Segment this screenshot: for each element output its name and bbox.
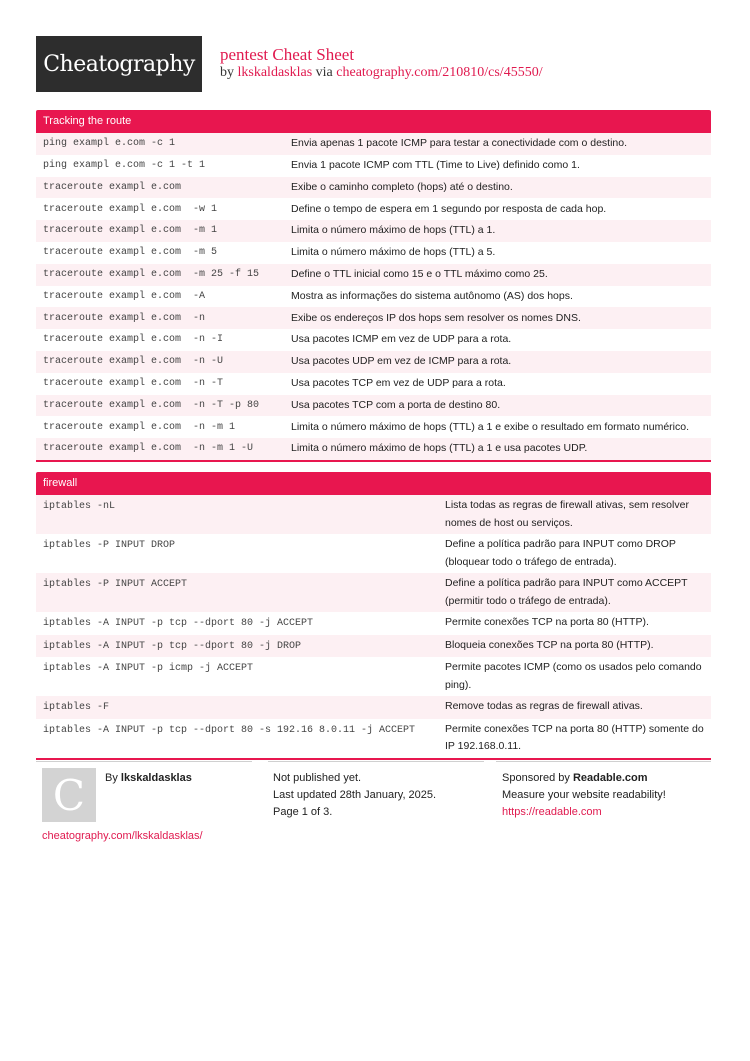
command-cell: iptables -A INPUT -p tcp --dport 80 -s 192.16 8.0.11 -j ACCEPT xyxy=(43,724,416,736)
command-cell: traceroute exampl e.com -n -U xyxy=(43,356,224,368)
footer-author xyxy=(105,770,192,787)
author-link[interactable]: lkskaldasklas xyxy=(237,65,313,80)
command-cell: traceroute exampl e.com -n -T -p 80 xyxy=(43,399,260,411)
byline-prefix: by xyxy=(220,65,238,80)
command-cell: iptables -P INPUT DROP xyxy=(43,540,176,551)
description-cell: Mostra as informações do sistema autônomo (AS) dos hops. xyxy=(291,289,573,302)
command-cell: traceroute exampl e.com -m 25 -f 15 xyxy=(43,268,260,280)
command-cell: traceroute exampl e.com -w 1 xyxy=(43,203,218,215)
description-cell: Limita o número máximo de hops (TTL) a 1 e exibe o resultado em formato numérico. xyxy=(291,420,690,433)
table-row xyxy=(36,635,711,658)
section-firewall xyxy=(36,472,711,760)
command-cell: traceroute exampl e.com -m 1 xyxy=(43,225,218,237)
command-cell: iptables -nL xyxy=(43,501,116,512)
footer-meta xyxy=(273,770,436,821)
command-cell: traceroute exampl e.com -n -I xyxy=(43,334,224,346)
description-cell: Lista todas as regras de firewall ativas, sem resolver nomes de host ou serviços. xyxy=(445,499,689,529)
command-cell: traceroute exampl e.com -n -m 1 -U xyxy=(43,443,254,455)
description-cell: Exibe os endereços IP dos hops sem resolver os nomes DNS. xyxy=(291,311,581,324)
byline xyxy=(220,65,543,81)
table-row xyxy=(36,573,711,612)
command-cell: iptables -A INPUT -p icmp -j ACCEPT xyxy=(43,663,254,674)
description-cell: Limita o número máximo de hops (TTL) a 1. xyxy=(291,224,496,237)
byline-via: via xyxy=(312,65,337,80)
description-cell: Remove todas as regras de firewall ativas. xyxy=(445,700,643,712)
sheet-url-link[interactable]: cheatography.com/210810/cs/45550/ xyxy=(336,65,543,80)
section-divider xyxy=(36,758,711,760)
table-row xyxy=(36,220,711,242)
sponsor-tagline: Measure your website readability! xyxy=(502,789,666,801)
published-status: Not published yet. xyxy=(273,772,362,784)
table-row xyxy=(36,177,711,199)
command-cell: traceroute exampl e.com -A xyxy=(43,290,206,302)
sponsor-label: Sponsored by xyxy=(502,772,573,784)
description-cell: Limita o número máximo de hops (TTL) a 1 e usa pacotes UDP. xyxy=(291,442,588,455)
description-cell: Bloqueia conexões TCP na porta 80 (HTTP). xyxy=(445,638,654,651)
sponsor-name[interactable]: Readable.com xyxy=(572,772,648,784)
last-updated: Last updated 28th January, 2025. xyxy=(273,789,437,801)
page-title: pentest Cheat Sheet xyxy=(220,45,355,64)
description-cell: Permite conexões TCP na porta 80 (HTTP). xyxy=(445,616,649,628)
footer-divider xyxy=(268,761,484,762)
table-row xyxy=(36,242,711,264)
command-cell: traceroute exampl e.com -n xyxy=(43,312,206,324)
description-cell: Exibe o caminho completo (hops) até o destino. xyxy=(291,180,513,193)
table-row xyxy=(36,264,711,286)
table-row xyxy=(36,307,711,329)
sponsor-url-link[interactable]: https://readable.com xyxy=(502,806,602,818)
page-number: Page 1 of 3. xyxy=(273,806,333,818)
profile-url-link[interactable] xyxy=(42,828,203,845)
section-title: firewall xyxy=(36,472,711,495)
section-divider xyxy=(36,460,711,462)
description-cell: Usa pacotes UDP em vez de ICMP para a rota. xyxy=(291,355,512,368)
table-row xyxy=(36,612,711,635)
description-cell: Define o tempo de espera em 1 segundo por resposta de cada hop. xyxy=(291,202,607,215)
description-cell: Usa pacotes TCP com a porta de destino 80. xyxy=(291,398,501,411)
table-row xyxy=(36,395,711,417)
footer-divider xyxy=(36,761,252,762)
table-row xyxy=(36,198,711,220)
table-row xyxy=(36,416,711,438)
table-row xyxy=(36,133,711,155)
description-cell: Define a política padrão para INPUT como DROP (bloquear todo o tráfego de entrada). xyxy=(445,538,676,568)
section-title: Tracking the route xyxy=(36,110,711,133)
footer-divider xyxy=(496,761,711,762)
description-cell: Permite conexões TCP na porta 80 (HTTP) somente do IP 192.168.0.11. xyxy=(445,722,704,752)
table-row xyxy=(36,696,711,719)
description-cell: Define o TTL inicial como 15 e o TTL máximo como 25. xyxy=(291,267,548,280)
table-row xyxy=(36,155,711,177)
table-row xyxy=(36,286,711,308)
profile-url[interactable]: cheatography.com/lkskaldasklas/ xyxy=(42,830,203,842)
command-cell: traceroute exampl e.com -n -m 1 xyxy=(43,421,236,433)
avatar-letter: C xyxy=(52,770,86,820)
table-row xyxy=(36,534,711,573)
footer-author-name[interactable]: lkskaldasklas xyxy=(120,772,192,784)
command-cell: iptables -A INPUT -p tcp --dport 80 -j ACCEPT xyxy=(43,618,314,629)
command-cell: ping exampl e.com -c 1 -t 1 xyxy=(43,159,206,171)
description-cell: Usa pacotes TCP em vez de UDP para a rota. xyxy=(291,376,506,389)
description-cell: Define a política padrão para INPUT como ACCEPT (permitir todo o tráfego de entrada). xyxy=(445,577,688,607)
command-cell: traceroute exampl e.com xyxy=(43,181,182,193)
description-cell: Envia apenas 1 pacote ICMP para testar a conectividade com o destino. xyxy=(291,137,628,150)
cheatography-logo[interactable] xyxy=(36,36,202,92)
footer-sponsor xyxy=(502,770,666,821)
footer-by-label: By xyxy=(105,772,121,784)
description-cell: Usa pacotes ICMP em vez de UDP para a rota. xyxy=(291,333,512,346)
avatar[interactable] xyxy=(42,768,96,822)
command-cell: traceroute exampl e.com -n -T xyxy=(43,377,224,389)
table-row xyxy=(36,438,711,460)
table-row xyxy=(36,657,711,696)
table-row xyxy=(36,329,711,351)
description-cell: Permite pacotes ICMP (como os usados pelo comando ping). xyxy=(445,661,702,691)
section-tracking-route xyxy=(36,110,711,462)
description-cell: Envia 1 pacote ICMP com TTL (Time to Live) definido como 1. xyxy=(291,158,580,171)
command-cell: ping exampl e.com -c 1 xyxy=(43,138,176,150)
description-cell: Limita o número máximo de hops (TTL) a 5. xyxy=(291,246,496,259)
command-cell: iptables -A INPUT -p tcp --dport 80 -j DROP xyxy=(43,640,302,652)
command-cell: iptables -P INPUT ACCEPT xyxy=(43,579,188,590)
table-row xyxy=(36,351,711,373)
table-row xyxy=(36,495,711,534)
table-row xyxy=(36,719,711,758)
table-row xyxy=(36,373,711,395)
command-cell: iptables -F xyxy=(43,702,110,713)
command-cell: traceroute exampl e.com -m 5 xyxy=(43,247,218,259)
logo-text: Cheatography xyxy=(43,51,195,77)
